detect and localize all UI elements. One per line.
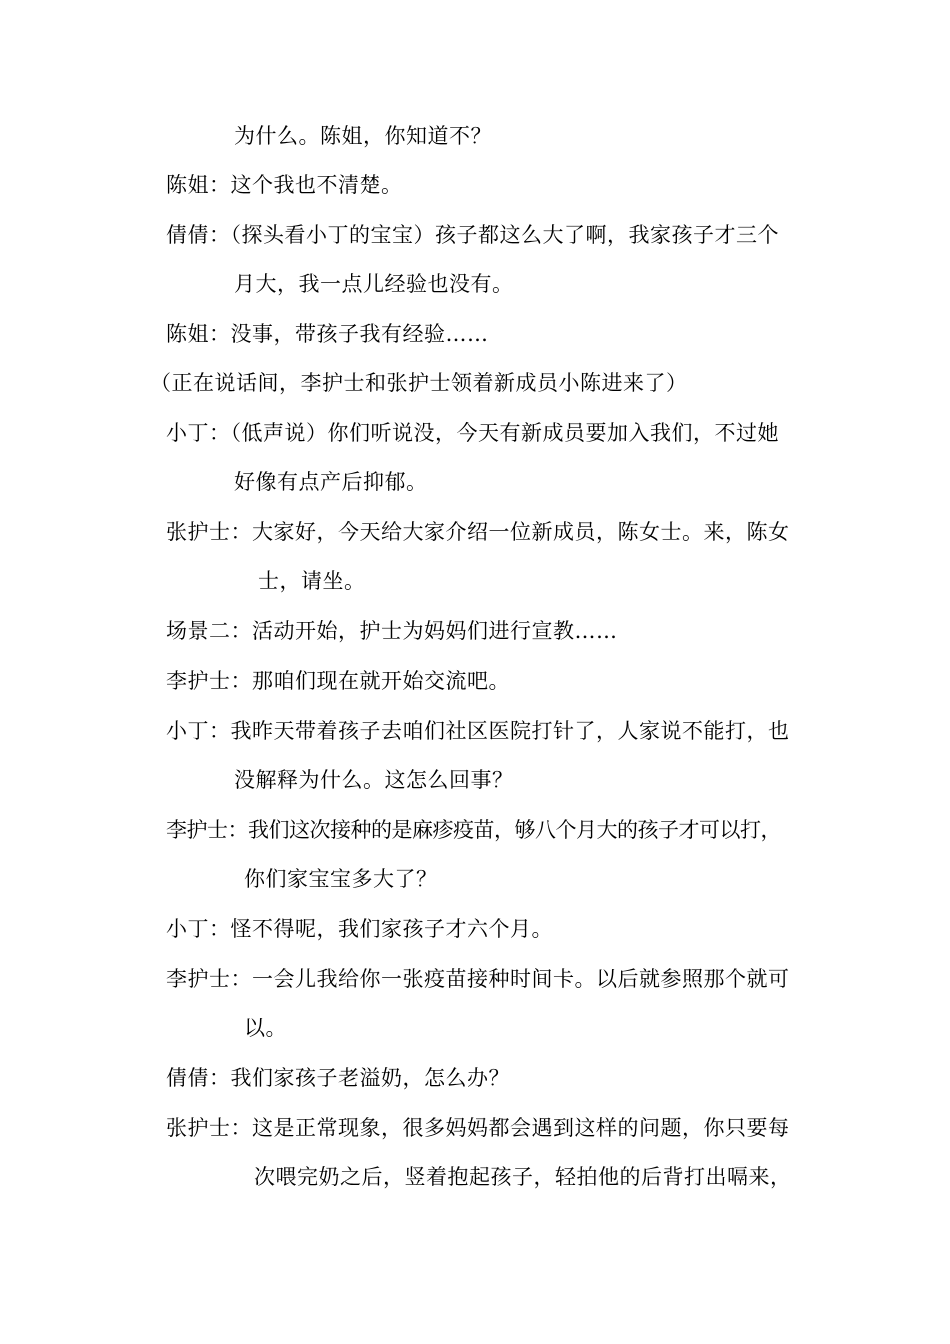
text-line: 士，请坐。 xyxy=(258,569,366,593)
text-line: 好像有点产后抑郁。 xyxy=(234,470,428,494)
text-line: 没解释为什么。这怎么回事？ xyxy=(234,768,514,792)
text-line: 小丁：怪不得呢，我们家孩子才六个月。 xyxy=(166,917,553,941)
text-line: 李护士：那咱们现在就开始交流吧。 xyxy=(166,669,510,693)
text-line: 陈姐：这个我也不清楚。 xyxy=(166,173,403,197)
text-line: 次喂完奶之后，竖着抱起孩子，轻拍他的后背打出嗝来， xyxy=(254,1165,792,1189)
text-line: 陈姐：没事，带孩子我有经验…… xyxy=(166,322,489,346)
text-line: 小丁：（低声说）你们听说没，今天有新成员要加入我们，不过她 xyxy=(166,421,779,445)
text-line: 以。 xyxy=(244,1016,287,1040)
text-line: 张护士：大家好，今天给大家介绍一位新成员，陈女士。来，陈女 xyxy=(166,520,790,544)
text-line: 李护士：我们这次接种的是麻疹疫苗，够八个月大的孩子才可以打， xyxy=(166,818,781,842)
text-line: 李护士：一会儿我给你一张疫苗接种时间卡。以后就参照那个就可 xyxy=(166,967,790,991)
text-line: （正在说话间，李护士和张护士领着新成员小陈进来了） xyxy=(150,371,688,395)
text-line: 月大，我一点儿经验也没有。 xyxy=(234,272,514,296)
text-line: 场景二：活动开始，护士为妈妈们进行宣教…… xyxy=(166,619,618,643)
text-line: 你们家宝宝多大了？ xyxy=(244,867,438,891)
text-line: 小丁：我昨天带着孩子去咱们社区医院打针了，人家说不能打，也 xyxy=(166,719,790,743)
text-line: 倩倩：我们家孩子老溢奶，怎么办？ xyxy=(166,1066,510,1090)
text-line: 倩倩：（探头看小丁的宝宝）孩子都这么大了啊，我家孩子才三个 xyxy=(166,223,779,247)
text-line: 张护士：这是正常现象，很多妈妈都会遇到这样的问题，你只要每 xyxy=(166,1116,790,1140)
text-line: 为什么。陈姐，你知道不？ xyxy=(234,124,492,148)
